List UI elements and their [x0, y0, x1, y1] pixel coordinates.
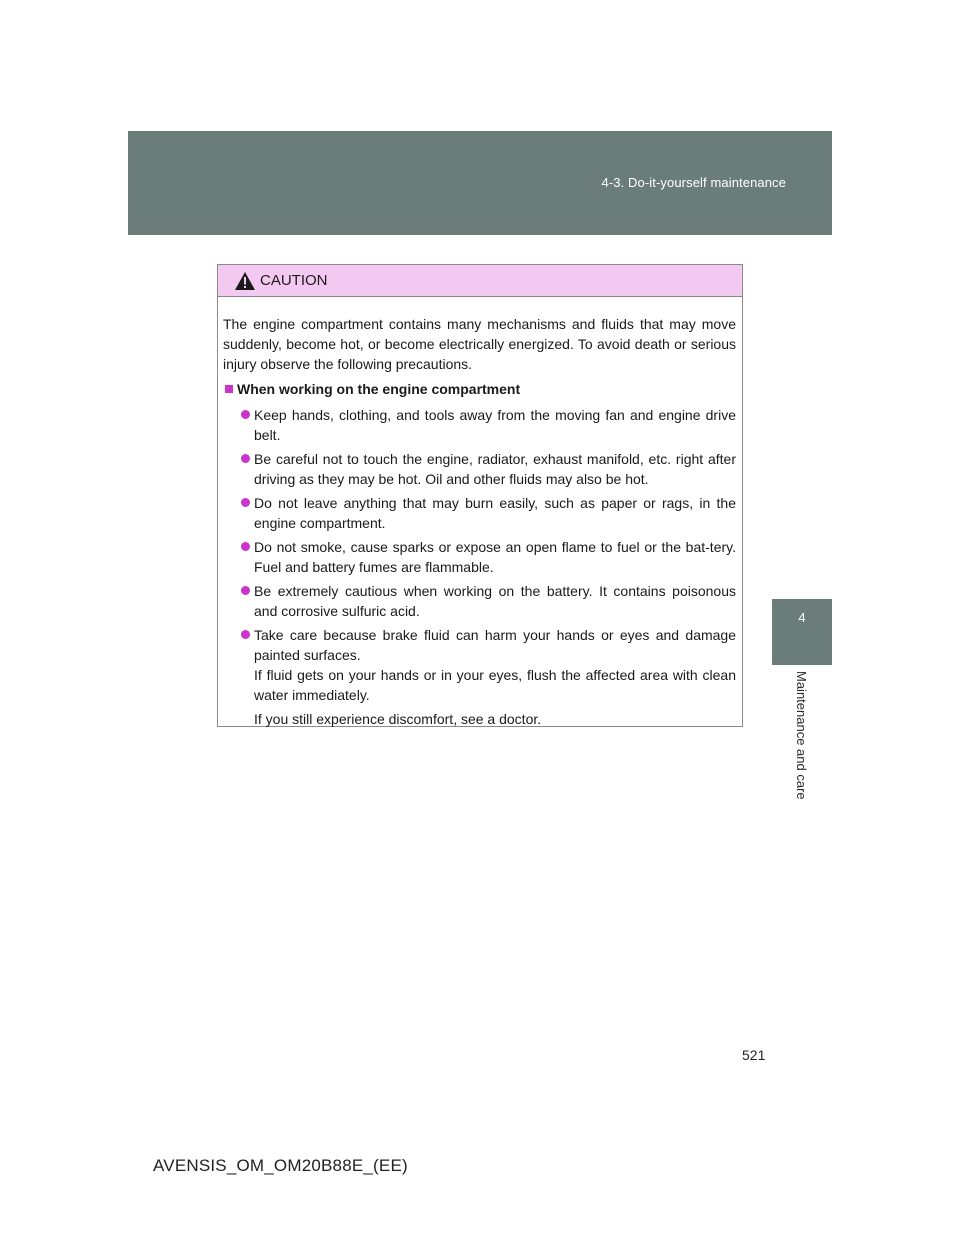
circle-bullet-icon [241, 630, 250, 639]
caution-box [217, 264, 743, 727]
header-band [128, 131, 832, 235]
list-item [223, 449, 736, 489]
page-number: 521 [742, 1047, 766, 1063]
section-heading-text: When working on the engine compartment [237, 381, 521, 397]
list-item-text: Be extremely cautious when working on the battery. It contains poisonous and corrosive sulfuric acid. [254, 583, 736, 619]
section-heading [223, 379, 736, 399]
circle-bullet-icon [241, 410, 250, 419]
list-item [223, 581, 736, 621]
list-item-text: Take care because brake fluid can harm your hands or eyes and damage painted surfaces. [254, 627, 736, 663]
chapter-number: 4 [798, 610, 806, 625]
caution-intro: The engine compartment contains many mechanisms and fluids that may move suddenly, become hot, or become electrically energized. To avoid death or serious injury observe the following precautions. [223, 316, 736, 372]
circle-bullet-icon [241, 498, 250, 507]
list-item [223, 537, 736, 577]
list-item-text: Do not leave anything that may burn easily, such as paper or rags, in the engine compartment. [254, 495, 736, 531]
square-bullet-icon [225, 385, 233, 393]
caution-title: CAUTION [260, 272, 328, 289]
list-item [223, 405, 736, 445]
circle-bullet-icon [241, 454, 250, 463]
section-title: 4-3. Do-it-yourself maintenance [601, 175, 786, 190]
caution-header [218, 265, 742, 297]
list-item-text: Do not smoke, cause sparks or expose an open flame to fuel or the bat-tery. Fuel and battery fumes are flammable. [254, 539, 736, 575]
list-item [223, 493, 736, 533]
chapter-label: Maintenance and care [794, 671, 809, 800]
list-item-continuation: If fluid gets on your hands or in your eyes, flush the affected area with clean water immediately. [254, 667, 736, 703]
caution-body [218, 297, 742, 729]
list-item-text: Keep hands, clothing, and tools away from the moving fan and engine drive belt. [254, 407, 736, 443]
circle-bullet-icon [241, 542, 250, 551]
chapter-tab [772, 599, 832, 665]
warning-triangle-icon [234, 271, 256, 291]
list-item [223, 625, 736, 705]
document-code: AVENSIS_OM_OM20B88E_(EE) [153, 1156, 408, 1175]
closing-text: If you still experience discomfort, see a doctor. [254, 711, 542, 727]
circle-bullet-icon [241, 586, 250, 595]
list-item-text: Be careful not to touch the engine, radiator, exhaust manifold, etc. right after driving as they may be hot. Oil and other fluids may also be hot. [254, 451, 736, 487]
chapter-label-container [772, 665, 832, 825]
